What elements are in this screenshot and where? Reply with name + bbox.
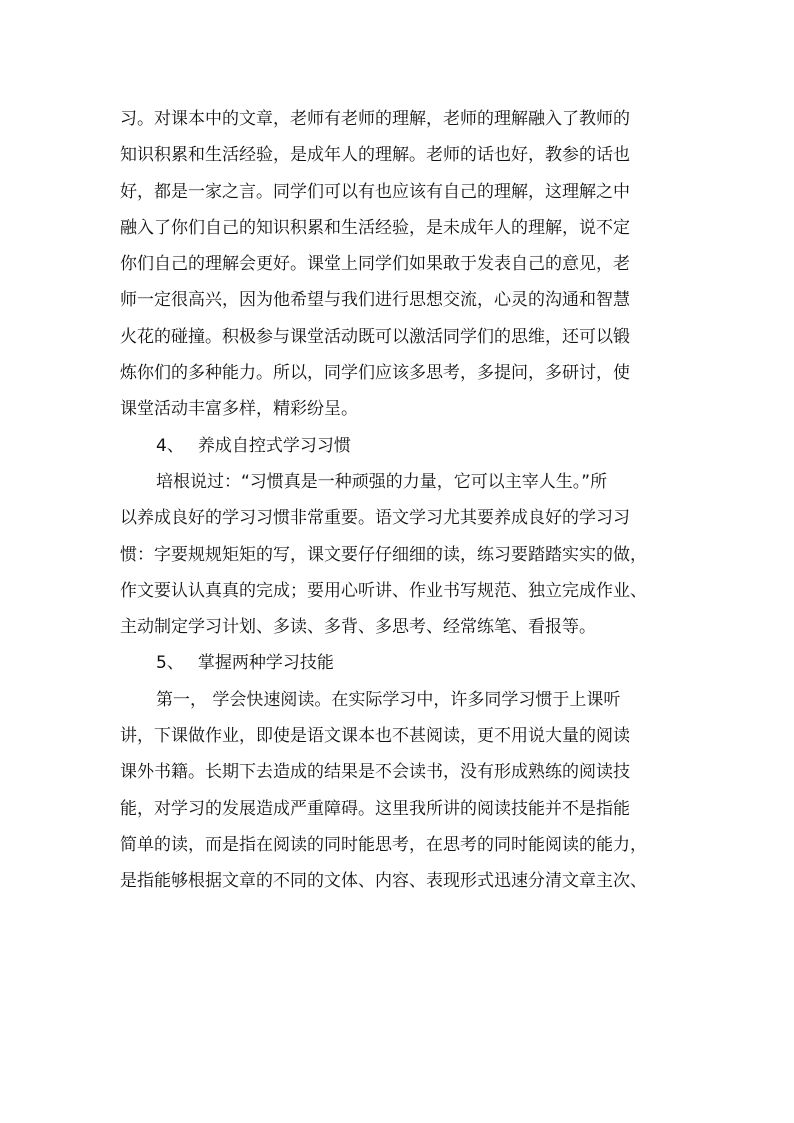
text-line: 你们自己的理解会更好。课堂上同学们如果敢于发表自己的意见，老	[120, 254, 630, 275]
text-line: 以养成良好的学习习惯非常重要。语文学习尤其要养成良好的学习习	[120, 508, 630, 529]
text-line: 培根说过：“习惯真是一种顽强的力量，它可以主宰人生。”所	[156, 471, 608, 492]
text-line: 师一定很高兴，因为他希望与我们进行思想交流，心灵的沟通和智慧	[120, 290, 630, 311]
paragraph-study-habits	[120, 464, 680, 645]
text-line: 课外书籍。长期下去造成的结果是不会读书，没有形成熟练的阅读技	[120, 762, 630, 783]
text-line: 简单的读，而是指在阅读的同时能思考，在思考的同时能阅读的能力，	[120, 834, 647, 855]
paragraph-reading-skills	[120, 682, 680, 900]
section-heading-5	[120, 645, 680, 681]
text-line: 主动制定学习计划、多读、多背、多思考、经常练笔、看报等。	[120, 617, 596, 638]
text-line: 习。对课本中的文章，老师有老师的理解，老师的理解融入了教师的	[120, 109, 630, 129]
text-line: 能，对学习的发展造成严重障碍。这里我所讲的阅读技能并不是指能	[120, 798, 630, 819]
section-number: 4、	[156, 435, 184, 456]
section-title: 养成自控式学习习惯	[197, 435, 351, 456]
section-heading-4	[120, 428, 680, 464]
text-line: 火花的碰撞。积极参与课堂活动既可以激活同学们的思维，还可以锻	[120, 326, 630, 347]
text-line: 讲，下课做作业，即使是语文课本也不甚阅读，更不用说大量的阅读	[120, 726, 630, 747]
text-line: 惯：字要规规矩矩的写，课文要仔仔细细的读，练习要踏踏实实的做，	[120, 544, 647, 565]
text-line: 课堂活动丰富多样，精彩纷呈。	[120, 399, 358, 420]
text-line: 炼你们的多种能力。所以，同学们应该多思考，多提问，多研讨，使	[120, 363, 630, 384]
text-line: 融入了你们自己的知识积累和生活经验，是未成年人的理解，说不定	[120, 217, 630, 238]
paragraph-classroom-participation	[120, 101, 680, 428]
text-line: 知识积累和生活经验，是成年人的理解。老师的话也好，教参的话也	[120, 145, 630, 166]
text-line: 作文要认认真真的完成；要用心听讲、作业书写规范、独立完成作业、	[120, 580, 647, 601]
text-line: 是指能够根据文章的不同的文体、内容、表现形式迅速分清文章主次、	[120, 871, 647, 892]
section-number: 5、	[156, 653, 184, 674]
text-line: 第一， 学会快速阅读。在实际学习中，许多同学习惯于上课听	[156, 689, 621, 710]
text-line: 好，都是一家之言。同学们可以有也应该有自己的理解，这理解之中	[120, 181, 630, 202]
section-title: 掌握两种学习技能	[197, 653, 334, 674]
document-body	[120, 101, 680, 900]
